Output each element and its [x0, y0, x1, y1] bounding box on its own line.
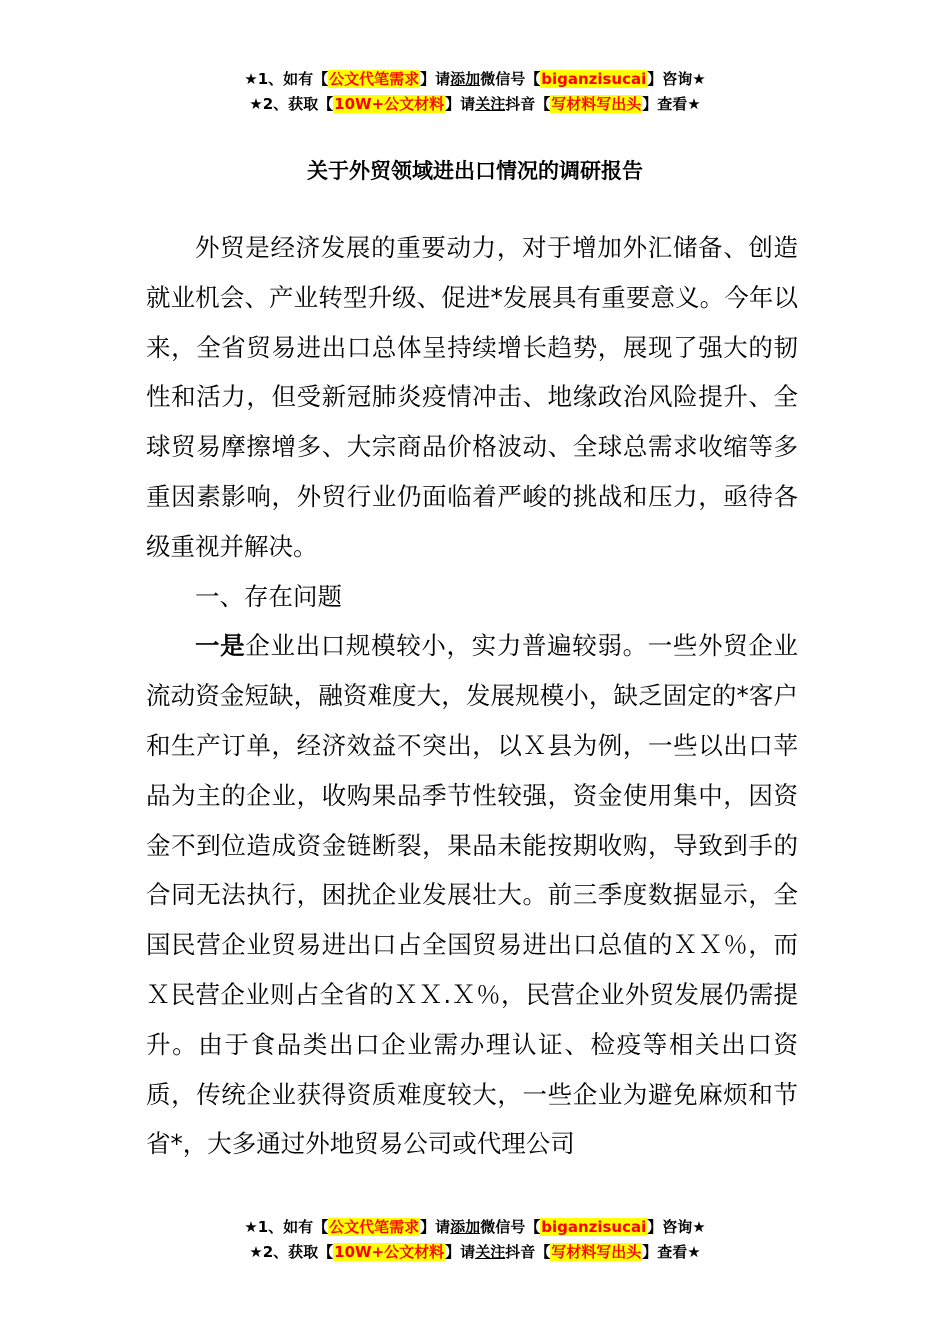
banner-highlight: 写材料写出头	[551, 1243, 642, 1261]
star-icon: ★	[249, 95, 263, 113]
banner-highlight: 公文代笔需求	[329, 70, 420, 88]
banner-highlight: 写材料写出头	[551, 95, 642, 113]
banner-line-1	[0, 67, 950, 92]
banner-highlight: 公文代笔需求	[329, 1218, 420, 1236]
header-banner	[0, 67, 950, 117]
document-title: 关于外贸领域进出口情况的调研报告	[307, 159, 643, 183]
point-1-paragraph	[146, 621, 798, 1169]
banner-text: 】查看	[642, 1243, 688, 1261]
star-icon: ★	[692, 70, 706, 88]
banner-highlight: 10W+公文材料	[334, 95, 445, 113]
banner-text: 2、获取【	[262, 1243, 334, 1261]
banner-text: 1、如有【	[257, 1218, 329, 1236]
banner-line-2	[0, 92, 950, 117]
banner-line-2	[0, 1240, 950, 1265]
star-icon: ★	[687, 95, 701, 113]
section-heading: 一、存在问题	[195, 581, 342, 611]
star-icon: ★	[692, 1218, 706, 1236]
star-icon: ★	[244, 70, 258, 88]
banner-text: 】请	[445, 1243, 476, 1261]
banner-underline: 关注	[475, 1243, 506, 1261]
point-1-lead: 一是	[195, 631, 246, 661]
footer-banner	[0, 1215, 950, 1265]
star-icon: ★	[687, 1243, 701, 1261]
banner-text: 2、获取【	[262, 95, 334, 113]
banner-highlight: biganzisucai	[541, 1218, 647, 1236]
banner-text: 抖音【	[505, 1243, 551, 1261]
banner-text: 微信号【	[480, 70, 541, 88]
banner-text: 】请	[445, 95, 476, 113]
star-icon: ★	[244, 1218, 258, 1236]
banner-text: 】咨询	[647, 70, 693, 88]
banner-line-1	[0, 1215, 950, 1240]
banner-text: 1、如有【	[257, 70, 329, 88]
banner-text: 】查看	[642, 95, 688, 113]
star-icon: ★	[249, 1243, 263, 1261]
intro-paragraph: 外贸是经济发展的重要动力，对于增加外汇储备、创造就业机会、产业转型升级、促进*发展具有重要意义。今年以来，全省贸易进出口总体呈持续增长趋势，展现了强大的韧性和活力，但受新冠肺炎疫情冲击、地缘政治风险提升、全球贸易摩擦增多、大宗商品价格波动、全球总需求收缩等多重因素影响，外贸行业仍面临着严峻的挑战和压力，亟待各级重视并解决。	[146, 233, 798, 561]
banner-text: 微信号【	[480, 1218, 541, 1236]
banner-underline: 关注	[475, 95, 506, 113]
point-1-text: 企业出口规模较小，实力普遍较弱。一些外贸企业流动资金短缺，融资难度大，发展规模小，缺乏固定的*客户和生产订单，经济效益不突出，以Ｘ县为例，一些以出口苹品为主的企业，收购果品季节性较强，资金使用集中，因资金不到位造成资金链断裂，果品未能按期收购，导致到手的合同无法执行，困扰企业发展壮大。前三季度数据显示，全国民营企业贸易进出口占全国贸易进出口总值的ＸＸ％，而Ｘ民营企业则占全省的ＸＸ.Ｘ％，民营企业外贸发展仍需提升。由于食品类出口企业需办理认证、检疫等相关出口资质，传统企业获得资质难度较大，一些企业为避免麻烦和节省*，大多通过外地贸易公司或代理公司	[146, 631, 799, 1159]
banner-text: 】请	[420, 70, 451, 88]
banner-highlight: 10W+公文材料	[334, 1243, 445, 1261]
banner-text: 】咨询	[647, 1218, 693, 1236]
banner-underline: 添加	[450, 70, 481, 88]
banner-highlight: biganzisucai	[541, 70, 647, 88]
document-body	[146, 223, 798, 1169]
banner-underline: 添加	[450, 1218, 481, 1236]
banner-text: 抖音【	[505, 95, 551, 113]
banner-text: 】请	[420, 1218, 451, 1236]
